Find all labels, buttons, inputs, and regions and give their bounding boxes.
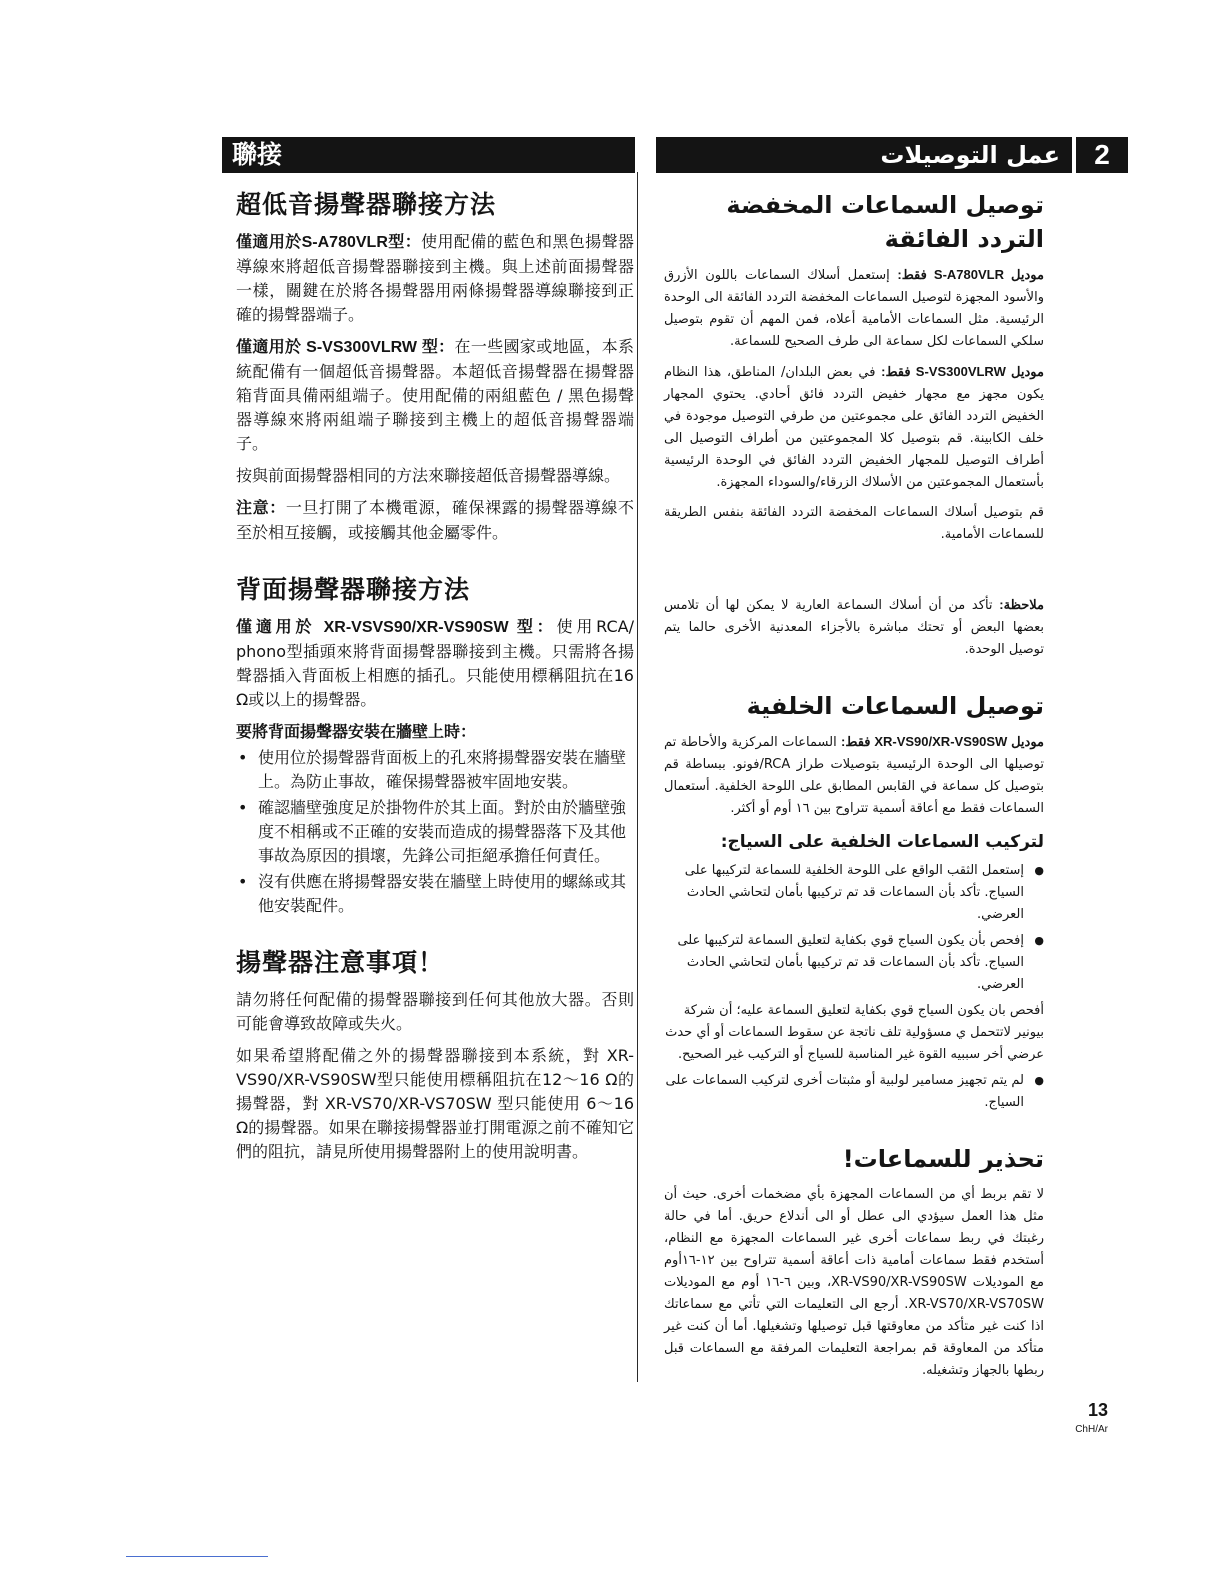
list-item: ● إفحص بأن يكون السياج قوي بكفاية لتعليق السماعة لتركيبها على السياج. تأكد بأن السماعات قد تم تركيبها بأمان لتحاشي الحادث العرضي. [664, 930, 1044, 996]
arabic-column [664, 186, 1044, 1390]
wall-mount-subheading-arabic: لتركيب السماعات الخلفية على السياج: [720, 832, 1044, 852]
paragraph: 如果希望將配備之外的揚聲器聯接到本系統，對 XR-VS90/XR-VS90SW型只能使用標稱阻抗在12～16 Ω的揚聲器，對 XR-VS70/XR-VS70SW 型只能使用 6～16 Ω的揚聲器。如果在聯接揚聲器並打開電源之前不確知它們的阻抗，請見所使用揚聲器附上的使用說明書。 [236, 1046, 634, 1161]
language-code: ChH/Ar [1075, 1424, 1108, 1435]
section-header-bar-arabic [656, 137, 1072, 173]
paragraph-text: السماعات المركزية والأحاطة تم توصيلها الى الوحدة الرئيسية بتوصيلات طراز RCA/فونو. ببساطة قم بتوصيل كل سماعة في القابس المطابق على اللوحة الخلفية. أستعمال السماعات فقط مع أعاقة أسمية تتراوح بين ١٦ أوم أو أكثر. [664, 735, 1044, 816]
paragraph [236, 335, 634, 456]
section-header-bar-chinese [222, 137, 635, 173]
list-item: • 確認牆壁強度足於掛物件於其上面。對於由於牆壁強度不相稱或不正確的安裝而造成的揚聲器落下及其他事故為原因的損壞，先鋒公司拒絕承擔任何責任。 [236, 796, 634, 868]
rear-speaker-heading-chinese: 背面揚聲器聯接方法 [236, 575, 471, 604]
paragraph [664, 361, 1044, 494]
section-title-arabic: عمل التوصيلات [880, 141, 1060, 169]
paragraph-text: 使用RCA/ phono型插頭來將背面揚聲器聯接到主機。只需將各揚聲器插入背面板上相應的插孔。只能使用標稱阻抗在16 Ω或以上的揚聲器。 [236, 617, 634, 709]
paragraph-text: إستعمل أسلاك السماعات باللون الأزرق والأسود المجهزة لتوصيل السماعات المخفضة التردد الفائقة الى الوحدة الرئيسية. مثل السماعات الأمامية أعلاه، فمن المهم أن تقوم بتوصيل سلكي السماعات لكل سماعة الى طرف الصحيح للسماعة. [664, 268, 1044, 349]
paragraph: 按與前面揚聲器相同的方法來聯接超低音揚聲器導線。 [236, 466, 621, 485]
note-paragraph [236, 496, 634, 545]
footer-rule [126, 1556, 268, 1557]
paragraph: لا تقم بربط أي من السماعات المجهزة بأي مضخمات أخرى. حيث أن مثل هذا العمل سيؤدي الى عطل أو الى أندلاع حريق. أما في حالة رغبتك في ربط سماعات أخرى غير السماعات المجهزة مع النظام، أستخدم فقط سماعات أمامية ذات أعاقة أسمية تتراوح بين ١٢-١٦أوم مع الموديلات XR-VS90/XR-VS90SW، وبين ٦-١٦ أوم مع الموديلات XR-VS70/XR-VS70SW. أرجع الى التعليمات التي تأتي مع سماعاتك اذا كنت غير متأكد من معاوقتها قبل توصيلها وتشغيلها. أما أن كنت غير متأكد من المعاوقة قم بمراجعة التعليمات المرفقة مع السماعات قبل ربطها بالجهاز وتشغيله. [664, 1187, 1044, 1378]
speaker-caution-heading-chinese: 揚聲器注意事項！ [236, 948, 445, 977]
list-item-plain: أفحص بان يكون السياج قوي بكفاية لتعليق السماعة عليه؛ أن شركة بيونير لاتتحمل ي مسؤولية تلف ناتجة عن سقوط السماعات أو أي حدث عرضي أخر سببيه القوة غير المناسبة للسياج أو التركيب غير الصحيح. [665, 1003, 1044, 1062]
column-divider [637, 172, 638, 1382]
paragraph-text: 在一些國家或地區，本系統配備有一個超低音揚聲器。本超低音揚聲器在揚聲器箱背面具備兩組端子。使用配備的兩組藍色 / 黑色揚聲器導線來將兩組端子聯接到主機上的超低音揚聲器端子。 [236, 337, 634, 453]
chapter-number-badge: 2 [1076, 137, 1128, 173]
model-lead: 僅適用於 S-VS300VLRW 型： [236, 339, 455, 356]
list-item: • 使用位於揚聲器背面板上的孔來將揚聲器安裝在牆壁上。為防止事故，確保揚聲器被牢固地安裝。 [236, 746, 634, 794]
model-lead: موديل S-VS300VLRW فقط: [881, 364, 1044, 379]
paragraph [664, 264, 1044, 353]
subwoofer-heading-chinese: 超低音揚聲器聯接方法 [236, 190, 497, 219]
paragraph-text: في بعض البلدان/ المناطق، هذا النظام يكون مجهز مع مجهار خفيض التردد فائق أحادي. يحتوي المجهار الخفيض التردد الفائق على مجموعتين من طرفي التوصيل موجودة في خلف الكابينة. قم بتوصيل كلا المجموعتين من أطراف التوصيل الى أطراف التوصيل للمجهار الخفيض التردد الفائق في الوحدة الرئيسية بأستعمال المجموعتين من الأسلاك الزرقاء/والسوداء المجهزة. [664, 365, 1044, 490]
paragraph [664, 731, 1044, 820]
wall-mount-list [236, 746, 634, 918]
note-text: تأكد من أن أسلاك السماعة العارية لا يمكن لها أن تلامس بعضها البعض أو تحتك مباشرة بالأجزاء المعدنية الأخرى حالما يتم توصيل الوحدة. [664, 598, 1044, 657]
note-lead: ملاحظة: [999, 597, 1044, 612]
paragraph: قم بتوصيل أسلاك السماعات المخفضة التردد الفائقة بنفس الطريقة للسماعات الأمامية. [664, 505, 1044, 542]
speaker-caution-heading-arabic: تحذير للسماعات! [842, 1145, 1044, 1173]
wall-mount-list-arabic [664, 860, 1044, 1114]
chinese-column [236, 186, 634, 1172]
paragraph-text: 使用配備的藍色和黑色揚聲器導線來將超低音揚聲器聯接到主機。與上述前面揚聲器一樣，關鍵在於將各揚聲器用兩條揚聲器導線聯接到正確的揚聲器端子。 [236, 232, 634, 324]
paragraph [236, 615, 634, 712]
rear-speaker-heading-arabic: توصيل السماعات الخلفية [746, 692, 1044, 720]
model-lead: موديل XR-VS90/XR-VS90SW فقط: [841, 734, 1045, 749]
subwoofer-heading-arabic: توصيل السماعات المخفضة التردد الفائقة [726, 191, 1044, 253]
model-lead: 僅適用於 XR-VSVS90/XR-VS90SW 型： [236, 619, 557, 636]
note-lead: 注意： [236, 500, 286, 517]
list-item: • 沒有供應在將揚聲器安裝在牆壁上時使用的螺絲或其他安裝配件。 [236, 870, 634, 918]
wall-mount-subheading-chinese: 要將背面揚聲器安裝在牆壁上時： [236, 722, 477, 741]
note-paragraph [664, 594, 1044, 661]
model-lead: 僅適用於S-A780VLR型： [236, 234, 422, 251]
list-item: ● إستعمل الثقب الواقع على اللوحة الخلفية للسماعة لتركيبها على السياج. تأكد بأن السماعات قد تم تركيبها بأمان لتحاشي الحادث العرضي. [664, 860, 1044, 926]
paragraph: 請勿將任何配備的揚聲器聯接到任何其他放大器。否則可能會導致故障或失火。 [236, 990, 634, 1033]
paragraph [236, 230, 634, 327]
list-item: ● لم يتم تجهيز مسامير لولبية أو مثبتات أخرى لتركيب السماعات على السياج. [664, 1070, 1044, 1114]
note-text: 一旦打開了本機電源，確保裸露的揚聲器導線不至於相互接觸，或接觸其他金屬零件。 [236, 498, 634, 542]
section-title-chinese: 聯接 [232, 140, 283, 169]
page-number: 13 [1087, 1400, 1108, 1420]
model-lead: موديل S-A780VLR فقط: [897, 267, 1044, 282]
